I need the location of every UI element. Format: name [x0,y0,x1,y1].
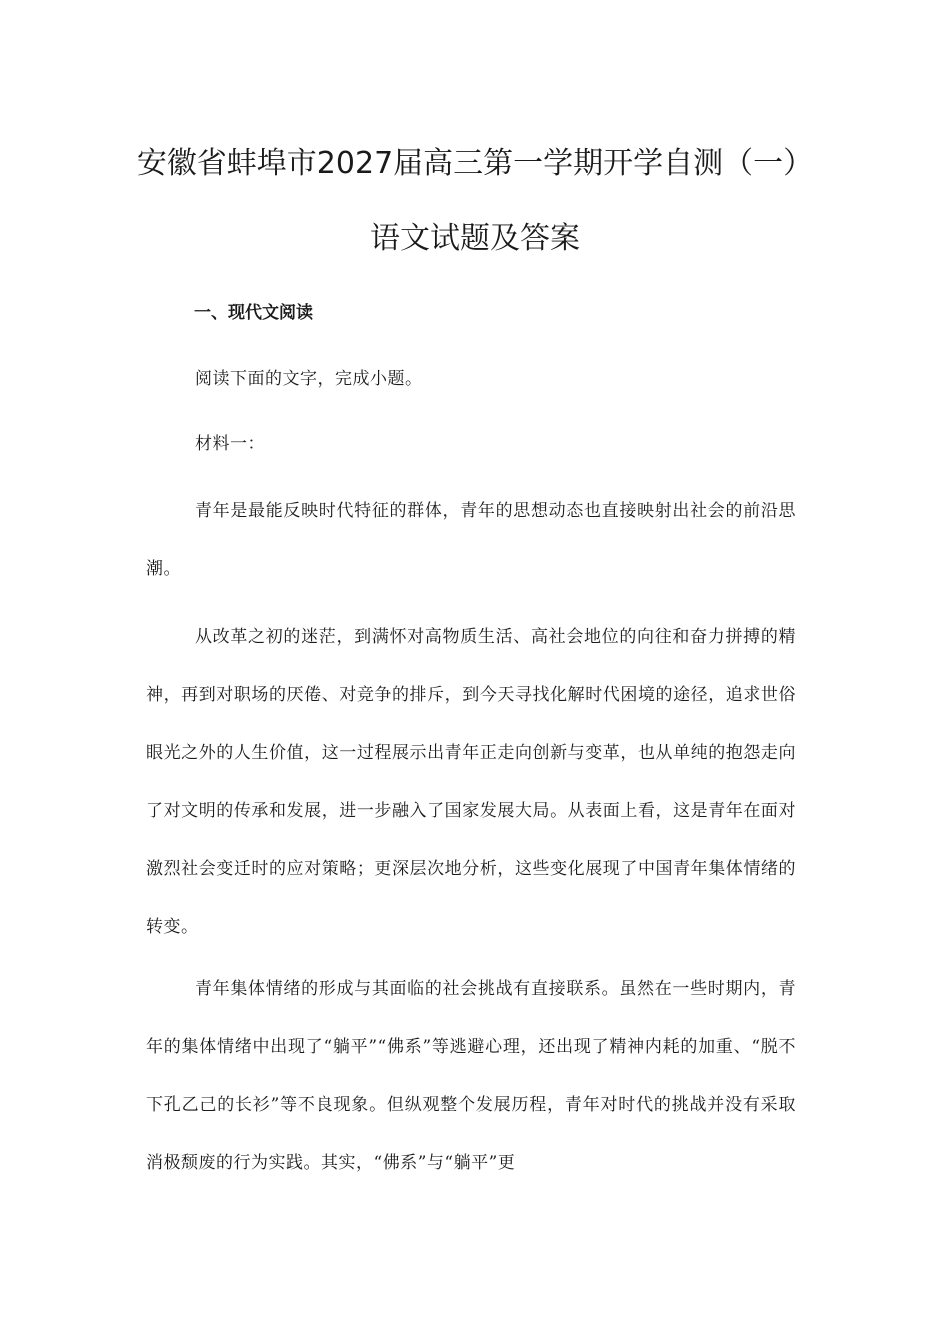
material-label: 材料一： [195,434,265,454]
document-title-line2: 语文试题及答案 [370,221,580,256]
paragraph: 从改革之初的迷茫，到满怀对高物质生活、高社会地位的向往和奋力拼搏的精神，再到对职场的厌倦、对竞争的排斥，到今天寻找化解时代困境的途径，追求世俗眼光之外的人生价值，这一过程展示出青年正走向创新与变革，也从单纯的抱怨走向了对文明的传承和发展，进一步融入了国家发展大局。从表面上看，这是青年在面对激烈社会变迁时的应对策略；更深层次地分析，这些变化展现了中国青年集体情绪的转变。 [146,627,796,937]
section-heading: 一、现代文阅读 [194,303,313,323]
document-title-line1: 安徽省蚌埠市2027届高三第一学期开学自测（一） [136,146,814,181]
reading-instruction: 阅读下面的文字，完成小题。 [195,369,423,389]
paragraph: 青年是最能反映时代特征的群体，青年的思想动态也直接映射出社会的前沿思潮。 [146,501,796,579]
paragraph: 青年集体情绪的形成与其面临的社会挑战有直接联系。虽然在一些时期内，青年的集体情绪中出现了“躺平”“佛系”等逃避心理，还出现了精神内耗的加重、“脱不下孔乙己的长衫”等不良现象。但纵观整个发展历程，青年对时代的挑战并没有采取消极颓废的行为实践。其实，“佛系”与“躺平”更 [146,979,796,1173]
